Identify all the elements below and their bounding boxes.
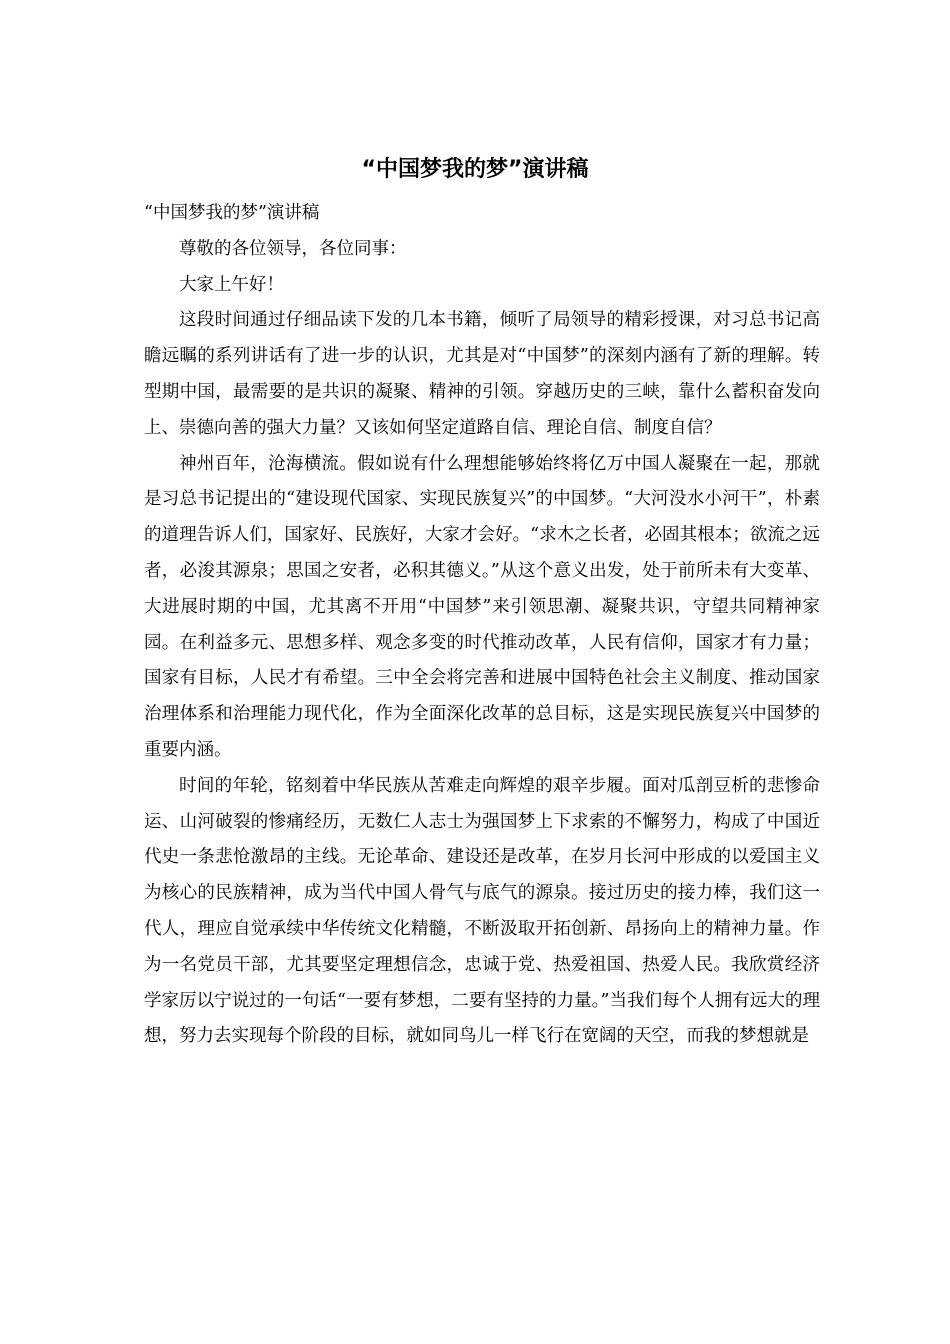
paragraph: 这段时间通过仔细品读下发的几本书籍，倾听了局领导的精彩授课，对习总书记高瞻远瞩的系列讲话有了进一步的认识，尤其是对“中国梦”的深刻内涵有了新的理解。转型期中国，最需要的是共识的凝聚、精神的引领。穿越历史的三峡，靠什么蓄积奋发向上、崇德向善的强大力量？又该如何坚定道路自信、理论自信、制度自信？ [144,310,820,438]
paragraph: 时间的年轮，铭刻着中华民族从苦难走向辉煌的艰辛步履。面对瓜剖豆析的悲惨命运、山河破裂的惨痛经历，无数仁人志士为强国梦上下求索的不懈努力，构成了中国近代史一条悲怆激昂的主线。无论革命、建设还是改革，在岁月长河中形成的以爱国主义为核心的民族精神，成为当代中国人骨气与底气的源泉。接过历史的接力棒，我们这一代人，理应自觉承续中华传统文化精髓，不断汲取开拓创新、昂扬向上的精神力量。作为一名党员干部，尤其要坚定理想信念，忠诚于党、热爱祖国、热爱人民。我欣赏经济学家厉以宁说过的一句话“一要有梦想，二要有坚持的力量。”当我们每个人拥有远大的理想，努力去实现每个阶段的目标，就如同鸟儿一样飞行在宽阔的天空，而我的梦想就是 [144,775,820,1047]
greeting: 大家上午好！ [179,274,284,295]
document-subtitle: “中国梦我的梦”演讲稿 [144,203,320,223]
document-body [144,196,820,1055]
salutation: 尊敬的各位领导，各位同事： [179,238,407,259]
document-title: “中国梦我的梦”演讲稿 [361,157,589,182]
paragraph: 神州百年，沧海横流。假如说有什么理想能够始终将亿万中国人凝聚在一起，那就是习总书记提出的“建设现代国家、实现民族复兴”的中国梦。“大河没水小河干”，朴素的道理告诉人们，国家好、民族好，大家才会好。“求木之长者，必固其根本；欲流之远者，必浚其源泉；思国之安者，必积其德义。”从这个意义出发，处于前所未有大变革、大进展时期的中国，尤其离不开用“中国梦”来引领思潮、凝聚共识，守望共同精神家园。在利益多元、思想多样、观念多变的时代推动改革，人民有信仰，国家才有力量；国家有目标，人民才有希望。三中全会将完善和进展中国特色社会主义制度、推动国家治理体系和治理能力现代化，作为全面深化改革的总目标，这是实现民族复兴中国梦的重要内涵。 [144,453,820,760]
